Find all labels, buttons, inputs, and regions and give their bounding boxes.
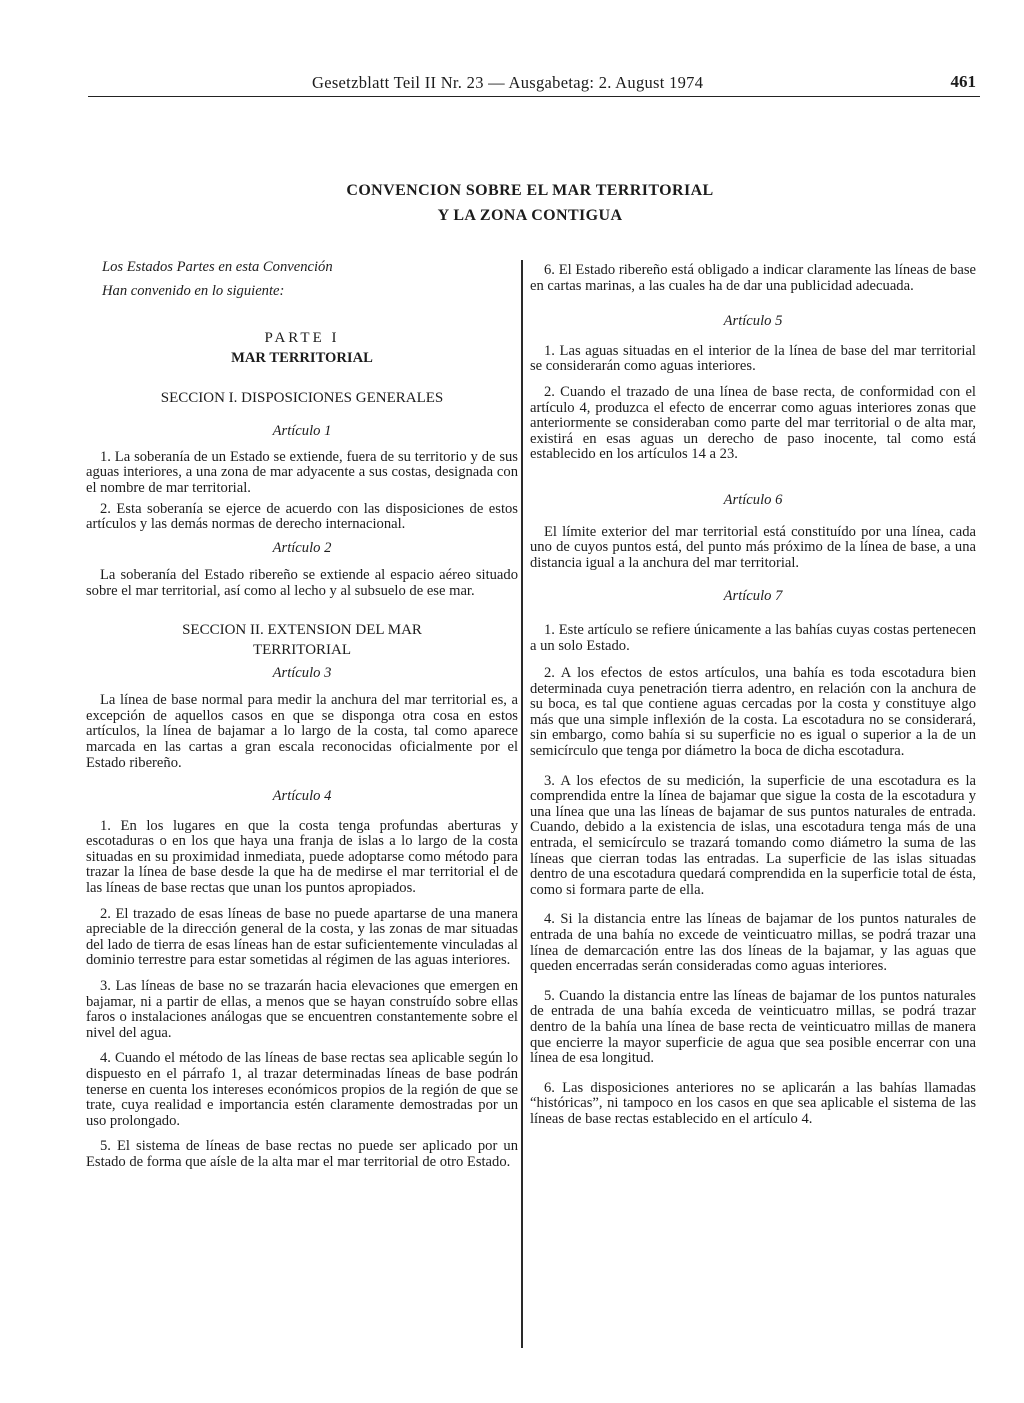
article-7-heading: Artículo 7 xyxy=(723,588,783,605)
article-5-para-1: 1. Las aguas situadas en el interior de la línea de base del mar territorial se considerarán como aguas interiores. xyxy=(530,342,976,375)
article-6-para-1: El límite exterior del mar territorial está constituído por una línea, cada uno de cuyos puntos está, del punto más próximo de la línea de base, a una distancia igual a la anchura del mar territorial. xyxy=(530,523,976,571)
article-4-para-4: 4. Cuando el método de las líneas de base rectas sea aplicable según lo dispuesto en el párrafo 1, al trazar determinadas líneas de base podrán tenerse en cuenta los intereses económicos propios de la región de que se trate, cuya realidad e importancia estén claramente demostradas por un uso prolongado. xyxy=(86,1050,518,1129)
article-7-para-5: 5. Cuando la distancia entre las líneas de bajamar de los puntos naturales de entrada de una bahía exceda de veinticuatro millas, se podrá trazar dentro de la bahía una línea de base recta de veinticuatro millas de manera que encierre la mayor superficie de agua que sea posible encerrar con una línea de esa longitud. xyxy=(530,987,976,1067)
article-2-para-1: La soberanía del Estado ribereño se extiende al espacio aéreo situado sobre el mar territorial, así como al lecho y al subsuelo de ese mar. xyxy=(86,567,518,599)
page-number: 461 xyxy=(950,72,976,91)
article-1-heading: Artículo 1 xyxy=(272,423,332,440)
document-title-line1: CONVENCION SOBRE EL MAR TERRITORIAL xyxy=(346,182,714,199)
part-title: MAR TERRITORIAL xyxy=(231,349,373,366)
header-title: Gesetzblatt Teil II Nr. 23 — Ausgabetag: 2. August 1974 xyxy=(312,73,704,92)
article-7-para-6: 6. Las disposiciones anteriores no se aplicarán a las bahías llamadas “históricas”, ni tampoco en los casos en que sea aplicable el sistema de las líneas de base rectas establecido en el artículo 4. xyxy=(530,1079,976,1127)
intro-line1: Los Estados Partes en esta Convención xyxy=(102,259,333,275)
intro-line2: Han convenido en lo siguiente: xyxy=(102,283,285,299)
column-divider xyxy=(521,260,523,1348)
article-7-para-1: 1. Este artículo se refiere únicamente a las bahías cuyas costas pertenecen a un solo Estado. xyxy=(530,621,976,654)
right-column xyxy=(530,255,976,1128)
article-6-heading: Artículo 6 xyxy=(723,491,783,508)
article-7-para-2: 2. A los efectos de estos artículos, una bahía es toda escotadura bien determinada cuya penetración tierra adentro, en relación con la anchura de su boca, es tal que contiene aguas cercadas por la costa y constituye algo más que una simple inflexión de la costa. La escotadura no se considerará, sin embargo, como bahía si su superficie no es igual o superior a la de un semicírculo que tenga por diámetro la boca de dicha escotadura. xyxy=(530,665,976,760)
article-4-para-2: 2. El trazado de esas líneas de base no puede apartarse de una manera apreciable de la dirección general de la costa, y las zonas de mar situadas del lado de tierra de esas líneas han de estar suficientemente vinculadas al dominio terrestre para estar sometidas al régimen de las aguas interiores. xyxy=(86,905,518,969)
section-2-heading-line1: SECCION II. EXTENSION DEL MAR xyxy=(182,621,422,638)
article-7-para-4: 4. Si la distancia entre las líneas de bajamar de los puntos naturales de entrada de una bahía no excede de veinticuatro millas, se podrá trazar una línea de demarcación entre las dos líneas de la bajamar, y las aguas que queden encerradas serán consideradas como aguas interiores. xyxy=(530,911,976,975)
article-4-para-5: 5. El sistema de líneas de base rectas no puede ser aplicado por un Estado de forma que aísle de la alta mar el mar territorial de otro Estado. xyxy=(86,1138,518,1170)
article-2-heading: Artículo 2 xyxy=(272,539,332,556)
article-3-para-1: La línea de base normal para medir la anchura del mar territorial es, a excepción de aquellos casos en que se disponga otra cosa en estos artículos, la línea de bajamar a lo largo de la costa, tal como aparece marcada en las cartas a gran escala reconocidas oficialmente por el Estado ribereño. xyxy=(86,692,518,771)
article-4-para-1: 1. En los lugares en que la costa tenga profundas aberturas y escotaduras o en los que haya una franja de islas a lo largo de la costa situadas en su proximidad inmediata, puede adoptarse como método para trazar la línea de base desde la que ha de medirse el mar territorial el de las líneas de base rectas que unan los puntos apropiados. xyxy=(86,817,518,897)
article-1-para-1: 1. La soberanía de un Estado se extiende, fuera de su territorio y de sus aguas interiores, a una zona de mar adyacente a sus costas, designada con el nombre de mar territorial. xyxy=(86,448,518,496)
article-1-para-2: 2. Esta soberanía se ejerce de acuerdo con las disposiciones de estos artículos y las demás normas de derecho internacional. xyxy=(86,500,518,533)
section-1-heading: SECCION I. DISPOSICIONES GENERALES xyxy=(160,390,444,407)
running-header xyxy=(88,72,980,97)
left-column xyxy=(86,255,518,1171)
article-4-para-6: 6. El Estado ribereño está obligado a indicar claramente las líneas de base en cartas marinas, a las cuales ha de dar una publicidad adecuada. xyxy=(530,262,976,294)
part-heading: PARTE I xyxy=(264,330,340,346)
article-7-para-3: 3. A los efectos de su medición, la superficie de una escotadura es la comprendida entre la línea de bajamar que sigue la costa de la escotadura y una línea que una las líneas de bajamar de sus puntos naturales de entrada. Cuando, debido a la existencia de islas, una escotadura tenga más de una entrada, el semicírculo se trazará tomando como diámetro la suma de las líneas que cierran todas las entradas. La superficie de las islas situadas dentro de una escotadura quedará comprendida en la superficie total de ésta, como si formara parte de ella. xyxy=(530,772,976,898)
document-title-line2: Y LA ZONA CONTIGUA xyxy=(437,207,623,224)
article-5-para-2: 2. Cuando el trazado de una línea de base recta, de conformidad con el artículo 4, produzca el efecto de encerrar como aguas interiores zonas que anteriormente se consideraban como parte del mar territorial o de alta mar, existirá en esas aguas un derecho de paso inocente, tal como está establecido en los artículos 14 a 23. xyxy=(530,383,976,463)
section-2-heading-line2: TERRITORIAL xyxy=(252,641,352,658)
article-5-heading: Artículo 5 xyxy=(723,313,783,330)
article-4-heading: Artículo 4 xyxy=(272,788,332,805)
article-3-heading: Artículo 3 xyxy=(272,664,332,681)
article-4-para-3: 3. Las líneas de base no se trazarán hacia elevaciones que emergen en bajamar, ni a partir de ellas, a menos que se hayan construído sobre ellas faros o instalaciones análogas que se encuentren constantemente sobre el nivel del agua. xyxy=(86,978,518,1041)
